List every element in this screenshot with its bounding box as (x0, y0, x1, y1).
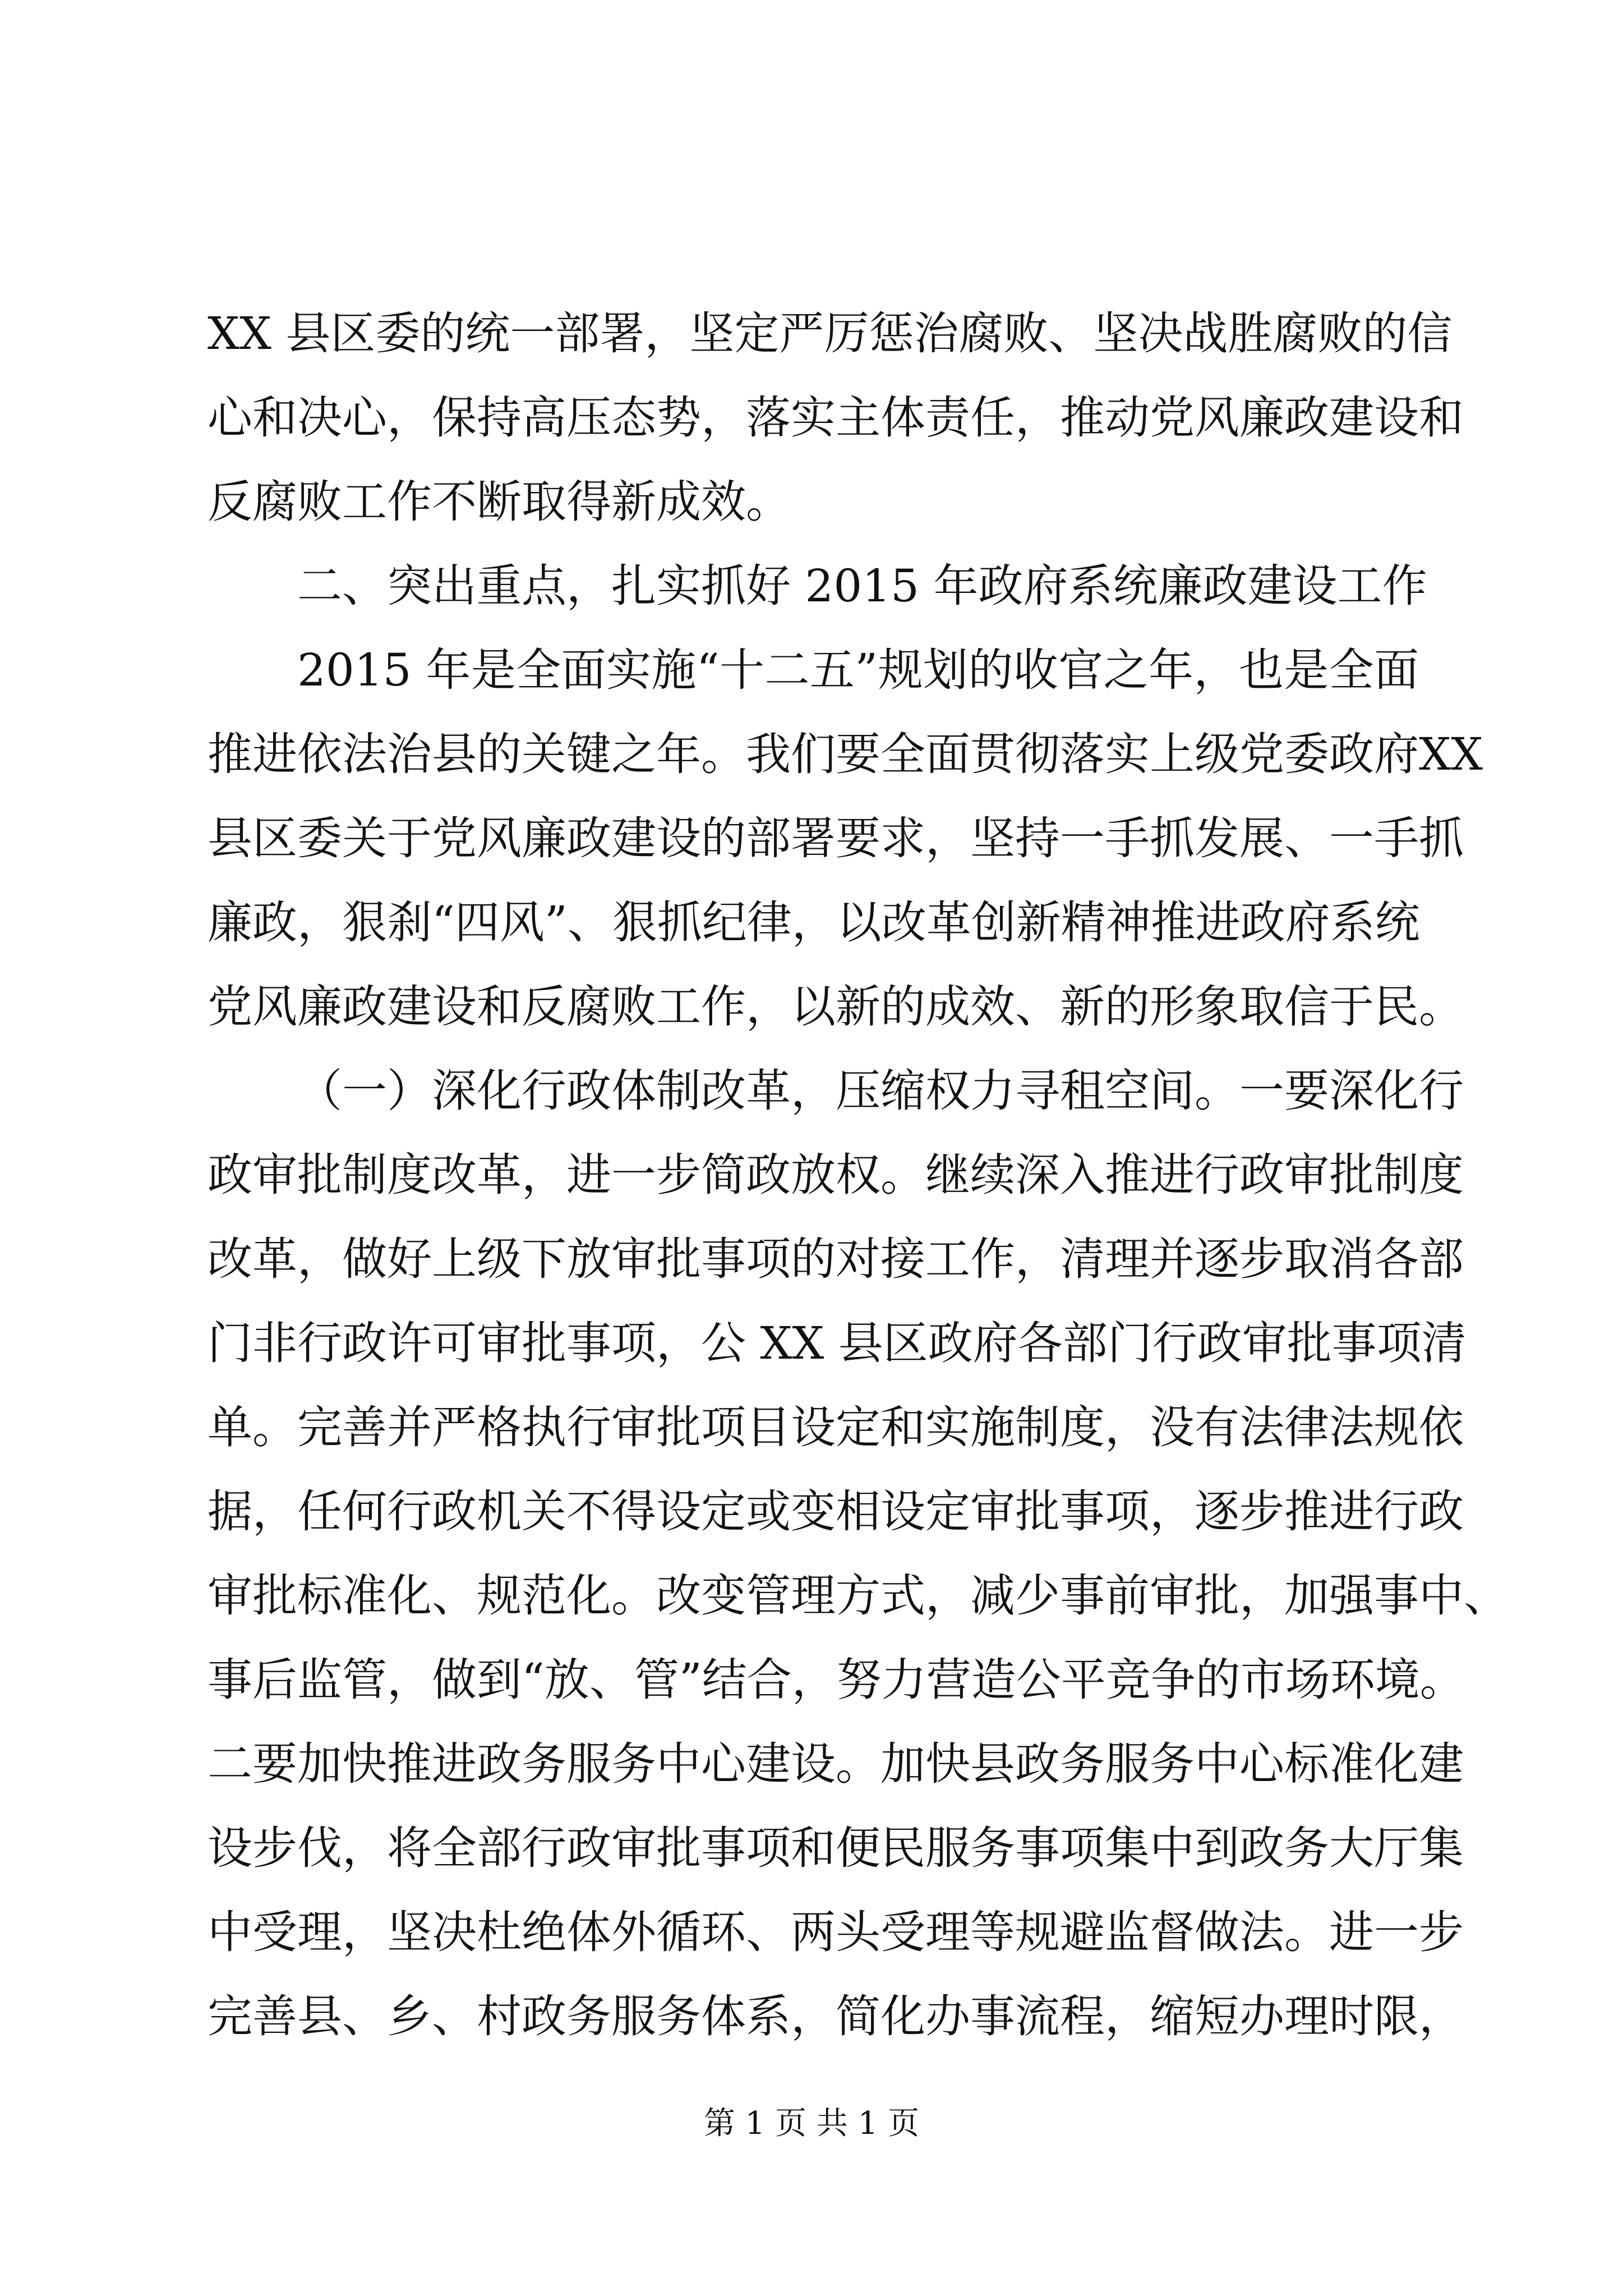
page-footer: 第 1 页 共 1 页 (703, 2105, 920, 2142)
text-line: 心和决心，保持高压态势，落实主体责任，推动党风廉政建设和 (208, 392, 1464, 444)
text-line: 改革，做好上级下放审批事项的对接工作，清理并逐步取消各部 (208, 1233, 1464, 1285)
text-line: 政审批制度改革，进一步简政放权。继续深入推进行政审批制度 (208, 1149, 1464, 1201)
text-line: 中受理，坚决杜绝体外循环、两头受理等规避监督做法。进一步 (208, 1906, 1464, 1958)
text-line: 完善县、乡、村政务服务体系，简化办事流程，缩短办理时限， (208, 1990, 1464, 2042)
text-line: 党风廉政建设和反腐败工作，以新的成效、新的形象取信于民。 (208, 981, 1464, 1033)
text-line: 据，任何行政机关不得设定或变相设定审批事项，逐步推进行政 (208, 1485, 1464, 1538)
section-heading: 二、突出重点，扎实抓好 2015 年政府系统廉政建设工作 (297, 560, 1427, 612)
text-line: XX 县区委的统一部署，坚定严厉惩治腐败、坚决战胜腐败的信 (208, 307, 1453, 360)
text-line: 县区委关于党风廉政建设的部署要求，坚持一手抓发展、一手抓 (208, 812, 1464, 864)
text-line: 审批标准化、规范化。改变管理方式，减少事前审批，加强事中、 (208, 1570, 1509, 1622)
text-line: 2015 年是全面实施“十二五”规划的收官之年，也是全面 (297, 644, 1419, 696)
text-line: 事后监管，做到“放、管”结合，努力营造公平竞争的市场环境。 (208, 1654, 1465, 1706)
subsection-line: （一）深化行政体制改革，压缩权力寻租空间。一要深化行 (297, 1065, 1464, 1117)
text-line: 反腐败工作不断取得新成效。 (208, 476, 791, 528)
text-line: 门非行政许可审批事项，公 XX 县区政府各部门行政审批事项清 (208, 1317, 1467, 1369)
document-body (208, 292, 1509, 2059)
text-line: 二要加快推进政务服务中心建设。加快县政务服务中心标准化建 (208, 1738, 1464, 1790)
text-line: 廉政，狠刹“四风”、狠抓纪律，以改革创新精神推进政府系统 (208, 896, 1420, 949)
text-line: 设步伐，将全部行政审批事项和便民服务事项集中到政务大厅集 (208, 1822, 1464, 1874)
text-line: 单。完善并严格执行审批项目设定和实施制度，没有法律法规依 (208, 1401, 1464, 1453)
text-line: 推进依法治县的关键之年。我们要全面贯彻落实上级党委政府XX (208, 728, 1483, 780)
